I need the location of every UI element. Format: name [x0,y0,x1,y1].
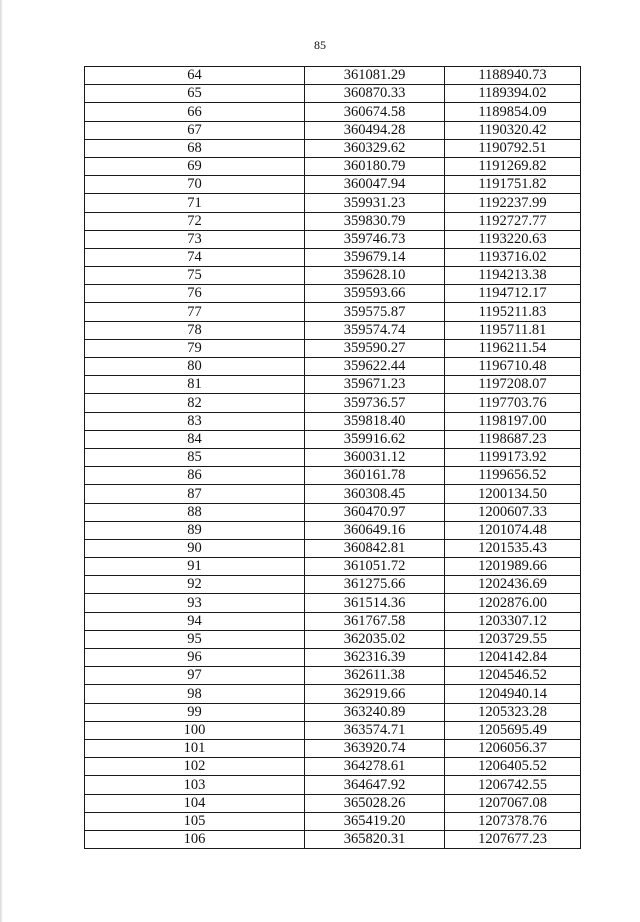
table-row [85,430,581,448]
y-coordinate-cell: 1201535.43 [445,539,581,557]
point-number-cell: 88 [85,503,305,521]
x-coordinate-cell: 362035.02 [305,630,445,648]
point-number-cell: 66 [85,103,305,121]
x-coordinate-cell: 359575.87 [305,303,445,321]
x-coordinate-cell: 360161.78 [305,467,445,485]
x-coordinate-cell: 360494.28 [305,121,445,139]
x-coordinate-cell: 360674.58 [305,103,445,121]
y-coordinate-cell: 1204142.84 [445,649,581,667]
y-coordinate-cell: 1205323.28 [445,703,581,721]
point-number-cell: 72 [85,212,305,230]
table-row [85,139,581,157]
table-row [85,157,581,175]
point-number-cell: 74 [85,248,305,266]
x-coordinate-cell: 359590.27 [305,339,445,357]
x-coordinate-cell: 359622.44 [305,358,445,376]
y-coordinate-cell: 1197208.07 [445,376,581,394]
table-row [85,103,581,121]
y-coordinate-cell: 1206405.52 [445,758,581,776]
x-coordinate-cell: 360308.45 [305,485,445,503]
x-coordinate-cell: 359671.23 [305,376,445,394]
x-coordinate-cell: 361767.58 [305,612,445,630]
table-row [85,703,581,721]
table-row [85,485,581,503]
y-coordinate-cell: 1192237.99 [445,194,581,212]
table-row [85,212,581,230]
x-coordinate-cell: 359916.62 [305,430,445,448]
y-coordinate-cell: 1201989.66 [445,558,581,576]
scan-edge [0,0,3,922]
y-coordinate-cell: 1188940.73 [445,67,581,85]
point-number-cell: 92 [85,576,305,594]
point-number-cell: 93 [85,594,305,612]
x-coordinate-cell: 360329.62 [305,139,445,157]
coordinates-table-body [85,67,581,849]
y-coordinate-cell: 1207378.76 [445,812,581,830]
x-coordinate-cell: 362316.39 [305,649,445,667]
table-row [85,721,581,739]
table-row [85,539,581,557]
y-coordinate-cell: 1189854.09 [445,103,581,121]
y-coordinate-cell: 1192727.77 [445,212,581,230]
point-number-cell: 102 [85,758,305,776]
point-number-cell: 103 [85,776,305,794]
point-number-cell: 101 [85,739,305,757]
table-row [85,85,581,103]
point-number-cell: 77 [85,303,305,321]
x-coordinate-cell: 359593.66 [305,285,445,303]
y-coordinate-cell: 1207067.08 [445,794,581,812]
x-coordinate-cell: 361051.72 [305,558,445,576]
y-coordinate-cell: 1201074.48 [445,521,581,539]
x-coordinate-cell: 359818.40 [305,412,445,430]
table-row [85,321,581,339]
table-row [85,758,581,776]
point-number-cell: 85 [85,448,305,466]
y-coordinate-cell: 1202876.00 [445,594,581,612]
point-number-cell: 97 [85,667,305,685]
table-row [85,267,581,285]
x-coordinate-cell: 359628.10 [305,267,445,285]
point-number-cell: 76 [85,285,305,303]
x-coordinate-cell: 365028.26 [305,794,445,812]
point-number-cell: 80 [85,358,305,376]
table-row [85,649,581,667]
table-row [85,521,581,539]
x-coordinate-cell: 362919.66 [305,685,445,703]
table-row [85,739,581,757]
x-coordinate-cell: 361275.66 [305,576,445,594]
point-number-cell: 81 [85,376,305,394]
x-coordinate-cell: 359574.74 [305,321,445,339]
y-coordinate-cell: 1189394.02 [445,85,581,103]
table-row [85,448,581,466]
y-coordinate-cell: 1200607.33 [445,503,581,521]
table-row [85,612,581,630]
y-coordinate-cell: 1197703.76 [445,394,581,412]
y-coordinate-cell: 1195211.83 [445,303,581,321]
point-number-cell: 67 [85,121,305,139]
y-coordinate-cell: 1196211.54 [445,339,581,357]
x-coordinate-cell: 361081.29 [305,67,445,85]
x-coordinate-cell: 360649.16 [305,521,445,539]
point-number-cell: 78 [85,321,305,339]
y-coordinate-cell: 1193220.63 [445,230,581,248]
table-row [85,303,581,321]
table-row [85,812,581,830]
point-number-cell: 87 [85,485,305,503]
x-coordinate-cell: 364647.92 [305,776,445,794]
x-coordinate-cell: 359736.57 [305,394,445,412]
table-row [85,503,581,521]
point-number-cell: 95 [85,630,305,648]
point-number-cell: 64 [85,67,305,85]
x-coordinate-cell: 359679.14 [305,248,445,266]
table-row [85,794,581,812]
y-coordinate-cell: 1204940.14 [445,685,581,703]
point-number-cell: 91 [85,558,305,576]
y-coordinate-cell: 1194213.38 [445,267,581,285]
table-row [85,67,581,85]
x-coordinate-cell: 360842.81 [305,539,445,557]
page-number: 85 [314,38,326,52]
point-number-cell: 100 [85,721,305,739]
x-coordinate-cell: 359746.73 [305,230,445,248]
table-row [85,667,581,685]
point-number-cell: 69 [85,157,305,175]
x-coordinate-cell: 359931.23 [305,194,445,212]
y-coordinate-cell: 1198687.23 [445,430,581,448]
y-coordinate-cell: 1191751.82 [445,176,581,194]
table-row [85,412,581,430]
y-coordinate-cell: 1194712.17 [445,285,581,303]
table-row [85,248,581,266]
y-coordinate-cell: 1206742.55 [445,776,581,794]
point-number-cell: 99 [85,703,305,721]
y-coordinate-cell: 1206056.37 [445,739,581,757]
table-row [85,394,581,412]
point-number-cell: 98 [85,685,305,703]
point-number-cell: 79 [85,339,305,357]
x-coordinate-cell: 360180.79 [305,157,445,175]
point-number-cell: 83 [85,412,305,430]
table-row [85,194,581,212]
point-number-cell: 71 [85,194,305,212]
point-number-cell: 84 [85,430,305,448]
table-row [85,685,581,703]
point-number-cell: 104 [85,794,305,812]
x-coordinate-cell: 364278.61 [305,758,445,776]
y-coordinate-cell: 1199173.92 [445,448,581,466]
point-number-cell: 70 [85,176,305,194]
point-number-cell: 105 [85,812,305,830]
point-number-cell: 96 [85,649,305,667]
point-number-cell: 94 [85,612,305,630]
y-coordinate-cell: 1203307.12 [445,612,581,630]
table-row [85,358,581,376]
table-row [85,376,581,394]
y-coordinate-cell: 1205695.49 [445,721,581,739]
point-number-cell: 90 [85,539,305,557]
x-coordinate-cell: 360470.97 [305,503,445,521]
point-number-cell: 65 [85,85,305,103]
point-number-cell: 75 [85,267,305,285]
y-coordinate-cell: 1203729.55 [445,630,581,648]
table-row [85,467,581,485]
y-coordinate-cell: 1190320.42 [445,121,581,139]
y-coordinate-cell: 1196710.48 [445,358,581,376]
x-coordinate-cell: 365419.20 [305,812,445,830]
table-row [85,630,581,648]
point-number-cell: 68 [85,139,305,157]
point-number-cell: 86 [85,467,305,485]
coordinates-table [84,66,581,849]
x-coordinate-cell: 360047.94 [305,176,445,194]
table-row [85,776,581,794]
table-row [85,285,581,303]
x-coordinate-cell: 365820.31 [305,830,445,848]
x-coordinate-cell: 362611.38 [305,667,445,685]
y-coordinate-cell: 1200134.50 [445,485,581,503]
table-row [85,576,581,594]
point-number-cell: 106 [85,830,305,848]
x-coordinate-cell: 360031.12 [305,448,445,466]
y-coordinate-cell: 1190792.51 [445,139,581,157]
x-coordinate-cell: 363574.71 [305,721,445,739]
y-coordinate-cell: 1204546.52 [445,667,581,685]
table-row [85,230,581,248]
point-number-cell: 73 [85,230,305,248]
y-coordinate-cell: 1191269.82 [445,157,581,175]
y-coordinate-cell: 1207677.23 [445,830,581,848]
y-coordinate-cell: 1198197.00 [445,412,581,430]
x-coordinate-cell: 363920.74 [305,739,445,757]
x-coordinate-cell: 360870.33 [305,85,445,103]
y-coordinate-cell: 1199656.52 [445,467,581,485]
x-coordinate-cell: 361514.36 [305,594,445,612]
y-coordinate-cell: 1195711.81 [445,321,581,339]
table-row [85,339,581,357]
table-row [85,594,581,612]
point-number-cell: 82 [85,394,305,412]
table-row [85,121,581,139]
x-coordinate-cell: 363240.89 [305,703,445,721]
y-coordinate-cell: 1193716.02 [445,248,581,266]
x-coordinate-cell: 359830.79 [305,212,445,230]
table-row [85,558,581,576]
point-number-cell: 89 [85,521,305,539]
table-row [85,176,581,194]
y-coordinate-cell: 1202436.69 [445,576,581,594]
table-row [85,830,581,848]
